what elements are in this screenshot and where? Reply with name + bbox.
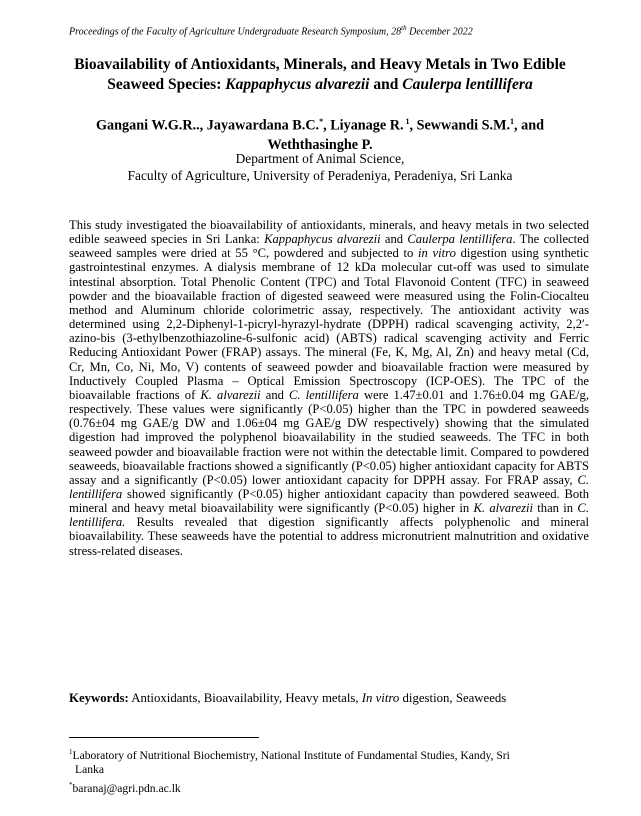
author-3-mark: 1: [510, 117, 515, 126]
affiliation-department: Department of Animal Science,: [235, 151, 405, 166]
abstract-text: This study investigated the bioavailability of antioxidants, minerals, and heavy metals in two selected edible seaweed species in Sri Lanka:: [69, 218, 589, 247]
keywords-list-end: digestion, Seaweeds: [399, 691, 507, 705]
affiliation-faculty: Faculty of Agriculture, University of Peradeniya, Peradeniya, Sri Lanka: [127, 168, 513, 183]
author-list: [60, 112, 580, 155]
abstract-text: digestion using synthetic gastrointestinal enzymes. A dialysis membrane of 12 kDa molecular cut-off was used to simulate intestinal absorption. Total Phenolic Content (TPC) and Total Flavonoid Content (TFC) in seaweed powder and the bioavailable fraction of digested seaweed were measured using the Folin-Ciocalteu method and Aluminum chloride colorimetric assay, respectively. The antioxidant activity was determined using 2,2-Diphenyl-1-picryl-hyrazyl-hydrate (DPPH) radical scavenging activity, 2,2′-azino-bis (3-ethylbenzothiazoline-6-sulfonic acid) (ABTS) radical scavenging activity and Ferric Reducing Antioxidant Power (FRAP) assays. The mineral (Fe, K, Mg, Al, Zn) and heavy metal (Cd, Cr, Mn, Co, Ni, Mo, V) contents of seaweed powder and bioavailable fraction were measured by Inductively Coupled Plasma – Optical Emission Spectroscopy (ICP-OES). The TPC of the bioavailable fractions of: [69, 246, 589, 402]
title-line-1: Bioavailability of Antioxidants, Minerals, and Heavy Metals in Two Edible: [74, 56, 566, 73]
author-line-2: Weththasinghe P.: [267, 136, 373, 153]
keyword-italic: In vitro: [361, 691, 400, 705]
author-1-mark: *: [319, 117, 324, 126]
species-name: C. lentillifera.: [69, 501, 589, 530]
abstract-text: were 1.47±0.01 and 1.76±0.04 mg GAE/g, respectively. These values were significantly (P<0.05) higher than the TPC in powdered seaweeds (0.76±04 mg GAE/g DW and 1.06±04 mg GAE/g DW respectively) showing that the simulated digestion had improved the polyphenol bioavailability in the studied seaweeds. The TFC in both seaweed powder and bioavailable fraction were not within the detectable limit. Compared to powdered seaweeds, bioavailable fractions showed a significantly (P<0.05) higher antioxidant capacity for ABTS assay and a significantly (P<0.05) lower antioxidant capacity for DPPH assay. For FRAP assay,: [69, 387, 589, 487]
abstract: [69, 218, 589, 558]
abstract-text: and: [260, 387, 290, 402]
species-name: K. alvarezii: [200, 387, 261, 402]
abstract-text: showed significantly (P<0.05) higher antioxidant capacity than powdered seaweed. Both mineral and heavy metal bioavailability were significantly (P<0.05) higher in: [69, 486, 589, 516]
title-prefix: Seaweed Species:: [107, 76, 226, 93]
abstract-paragraph: [69, 218, 589, 558]
species-name: C. lentillifera: [69, 472, 589, 501]
title-species-2: Caulerpa lentillifera: [402, 76, 533, 93]
species-name: C. lentillifera: [289, 387, 359, 402]
footnote-affiliation-cont: Lanka: [75, 763, 104, 777]
abstract-text: . The collected seaweed samples were dried at 55 °C, powdered and subjected to: [69, 232, 590, 261]
author-line-1: [60, 112, 580, 136]
author-2: , Liyanage R.: [323, 117, 404, 134]
author-4: , and: [514, 117, 544, 134]
keywords-label: Keywords:: [69, 691, 129, 705]
keywords: [69, 690, 589, 706]
header-date: December 2022: [406, 26, 473, 38]
header-text: Proceedings of the Faculty of Agriculture Undergraduate Research Symposium, 28: [69, 26, 402, 38]
corresponding-email: baranaj@agri.pdn.ac.lk: [72, 781, 181, 795]
species-name: K. alvarezii: [473, 501, 533, 516]
species-name: Kappaphycus alvarezii: [264, 232, 381, 247]
paper-title: [60, 55, 580, 95]
footnote-email: [69, 778, 589, 796]
abstract-text: and: [380, 232, 408, 247]
footnote-rule: [69, 737, 259, 738]
title-species-1: Kappaphycus alvarezii: [225, 76, 370, 93]
abstract-text: Results revealed that digestion significantly affects polyphenolic and mineral bioavailability. These seaweeds have the potential to address micronutrient malnutrition and oxidative stress-related diseases.: [69, 515, 589, 558]
affiliation: [60, 150, 580, 184]
footnote-1-text: Laboratory of Nutritional Biochemistry, National Institute of Fundamental Studies, Kandy, Sri: [72, 748, 510, 762]
header-sup: th: [401, 24, 407, 32]
keywords-list: Antioxidants, Bioavailability, Heavy metals,: [128, 691, 362, 705]
footnote-2-mark: *: [69, 780, 73, 789]
footnote-1-mark: 1: [69, 748, 73, 756]
title-line-2: [60, 75, 580, 95]
footnotes: [69, 745, 589, 796]
title-and: and: [369, 76, 403, 93]
proceedings-header: [69, 24, 589, 37]
italic-term: in vitro: [418, 246, 456, 261]
author-3: , Sewwandi S.M.: [409, 117, 511, 134]
author-1: Gangani W.G.R.., Jayawardana B.C.: [96, 117, 320, 134]
footnote-affiliation: [69, 745, 589, 763]
species-name: Caulerpa lentillifera: [407, 232, 513, 247]
abstract-text: than in: [532, 501, 578, 516]
author-2-mark: 1: [403, 117, 410, 126]
